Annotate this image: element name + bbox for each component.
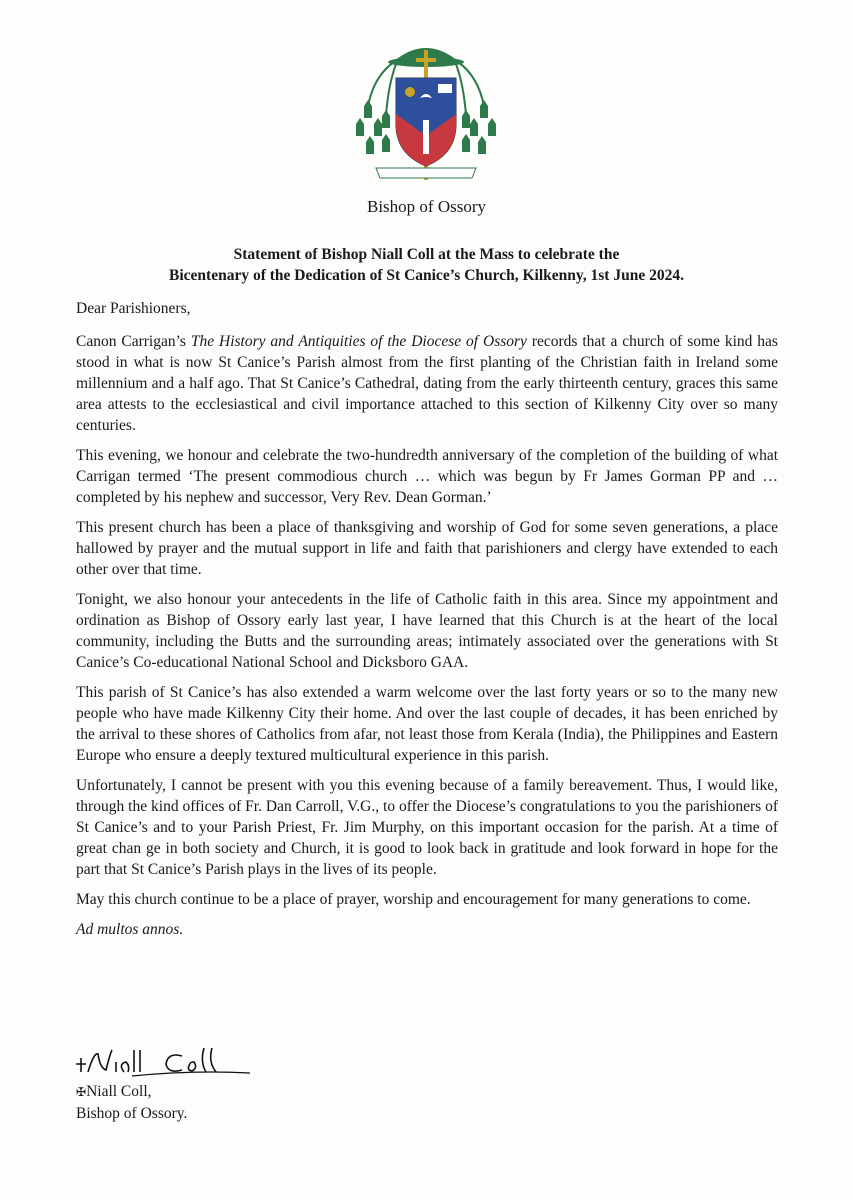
- latin-closing: Ad multos annos.: [76, 921, 184, 938]
- signer-name-line: [76, 1081, 187, 1103]
- paragraph-2: This evening, we honour and celebrate the two-hundredth anniversary of the completion of the building of what Carrigan termed ‘The present commodious church … which was begun by Fr James Gorman PP and … completed by his nephew and successor, Very Rev. Dean Gorman.’: [76, 447, 778, 506]
- paragraph-1-intro: Canon Carrigan’s: [76, 333, 191, 350]
- paragraph-1: [76, 331, 778, 436]
- paragraph-7: May this church continue to be a place of prayer, worship and encouragement for many generations to come.: [76, 891, 751, 908]
- handwritten-signature: [72, 1042, 292, 1082]
- book-title: The History and Antiquities of the Diocese of Ossory: [190, 333, 527, 350]
- paragraph-5: This parish of St Canice’s has also extended a warm welcome over the last forty years or so to the many new people who have made Kilkenny City their home. And over the last couple of decades, it has been enriched by the arrival to these shores of Catholics from afar, not least those from Kerala (India), the Philippines and Eastern Europe who ensure a deeply textured multicultural experience in this parish.: [76, 684, 778, 764]
- paragraph-6: Unfortunately, I cannot be present with you this evening because of a family bereavement. Thus, I would like, through the kind offices of Fr. Dan Carroll, V.G., to offer the Diocese’s congratulations to you the parishioners of St Canice’s and to your Parish Priest, Fr. Jim Murphy, on this important occasion for the parish. At a time of great chan ge in both society and Church, it is good to look back in gratitude and look forward in hope for the part that St Canice’s Parish plays in the lives of its people.: [76, 777, 778, 878]
- episcopal-cross-icon: ✠: [76, 1085, 87, 1099]
- title-line-2: Bicentenary of the Dedication of St Canice’s Church, Kilkenny, 1st June 2024.: [169, 267, 684, 284]
- statement-title: [60, 244, 793, 286]
- letter-body: [76, 298, 778, 949]
- issuer-name: Bishop of Ossory: [366, 197, 486, 216]
- paragraph-3: This present church has been a place of thanksgiving and worship of God for some seven generations, a place hallowed by prayer and the mutual support in life and faith that parishioners and clergy have extended to each other over that time.: [76, 519, 778, 578]
- salutation: Dear Parishioners,: [76, 300, 191, 317]
- signer-office: Bishop of Ossory.: [76, 1105, 188, 1122]
- signer-name: Niall Coll,: [86, 1083, 152, 1100]
- coat-of-arms-icon: [346, 36, 506, 194]
- signer-block: [76, 1081, 187, 1124]
- paragraph-1-rest: records that a church of some kind has stood in what is now St Canice’s Parish almost from the first planting of the Christian faith in Ireland some millennium and a half ago. That St Canice’s Cathedral, dating from the early thirteenth century, graces this same area attests to the ecclesiastical and civil importance attached to this section of Kilkenny City over so many centuries.: [76, 333, 778, 434]
- paragraph-4: Tonight, we also honour your antecedents in the life of Catholic faith in this area. Since my appointment and ordination as Bishop of Ossory early last year, I have learned that this Church is at the heart of the local community, including the Butts and the surrounding areas; intimately associated over the generations with St Canice’s Co-educational National School and Dicksboro GAA.: [76, 591, 778, 671]
- title-line-1: Statement of Bishop Niall Coll at the Mass to celebrate the: [233, 246, 620, 263]
